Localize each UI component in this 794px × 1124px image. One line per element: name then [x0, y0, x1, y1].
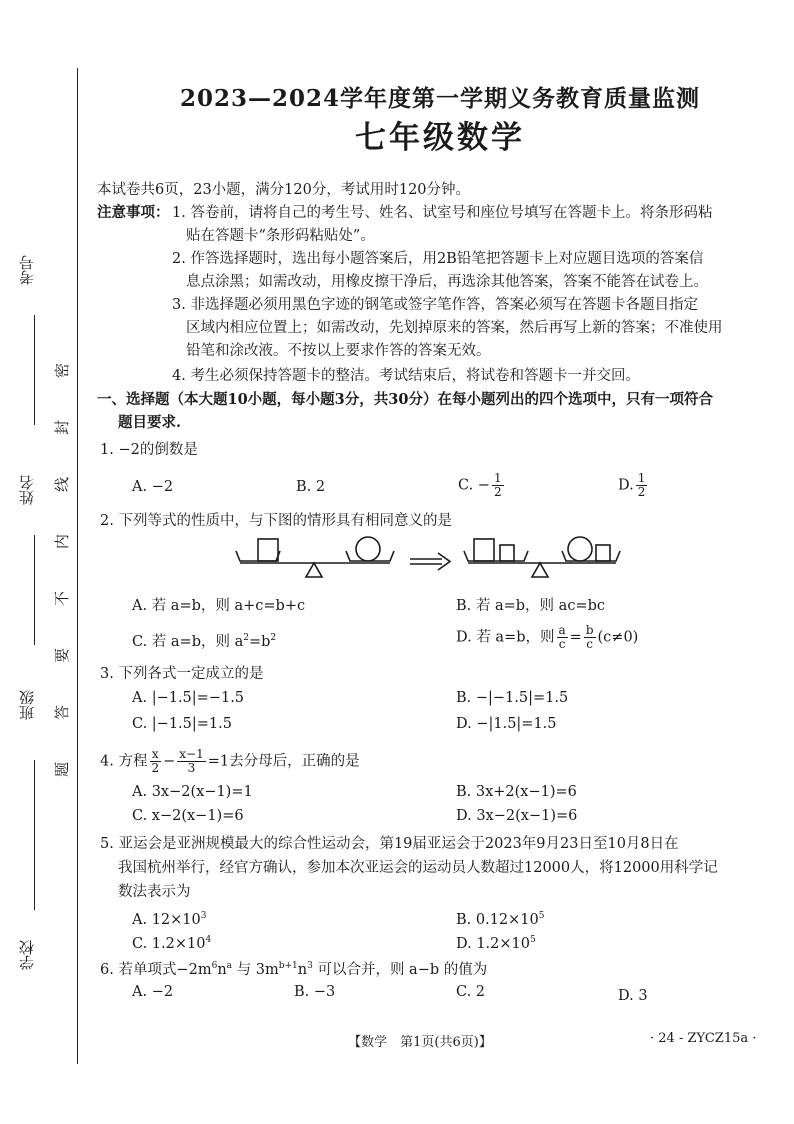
notes-label: 注意事项： [97, 204, 170, 221]
note-3: 3. 非选择题必须用黑色字迹的钢笔或签字笔作答，答案必须写在答题卡各题目指定 [172, 297, 698, 313]
fraction-numerator: b [585, 623, 594, 637]
q1-stem: 1. −2的倒数是 [100, 442, 198, 458]
note-1: 1. 答卷前，请将自己的考生号、姓名、试室号和座位号填写在答题卡上。将条形码粘 [172, 205, 713, 221]
q5-option-d-text: D. 1.2×10 [456, 935, 530, 952]
seal-line-text [52, 360, 72, 780]
q1-option-d-fraction [636, 472, 648, 499]
school-label: 学校 [18, 940, 36, 970]
fraction-numerator: a [558, 623, 566, 637]
q4-fraction-2 [177, 748, 205, 775]
q4-stem-prefix: 4. 方程 [100, 753, 148, 770]
exponent: 5 [530, 935, 536, 945]
class-field [6, 680, 46, 800]
school-field [6, 930, 46, 990]
exponent: 3 [200, 911, 207, 921]
condition: (c≠0) [597, 629, 639, 646]
q3-option-a: A. |−1.5|=−1.5 [132, 690, 245, 706]
exponent: 4 [205, 935, 212, 945]
q4-fraction-1 [149, 748, 161, 775]
fraction-denominator: c [558, 637, 566, 651]
q1-option-a: A. −2 [132, 479, 174, 495]
q2-option-a: A. 若 a=b，则 a+c=b+c [132, 598, 306, 614]
balance-before [236, 537, 394, 577]
fraction-denominator: 2 [151, 761, 160, 775]
q2-option-c-text: C. 若 a=b，则 a [132, 633, 244, 650]
fraction-numerator: x [151, 747, 159, 761]
exam-number-field [6, 255, 46, 345]
note-1-cont: 贴在答题卡“条形码粘贴处”。 [186, 228, 375, 244]
q5-stem-line-1: 5. 亚运会是亚洲规模最大的综合性运动会，第19届亚运会于2023年9月23日至10月8日在 [100, 836, 679, 852]
fraction-numerator: 1 [493, 471, 502, 485]
q2-option-c-text2: =b [248, 633, 271, 650]
exam-number-label: 考号 [18, 255, 36, 285]
note-4: 4. 考生必须保持答题卡的整洁。考试结束后，将试卷和答题卡一并交回。 [172, 368, 640, 384]
seal-char: 线 [53, 476, 72, 493]
q6-option-c: C. 2 [456, 984, 486, 1000]
fraction-numerator: 1 [637, 471, 646, 485]
q4-stem [100, 748, 360, 775]
paper-code: · 24 - ZYCZ15a · [650, 1031, 757, 1046]
q6-option-a: A. −2 [132, 984, 174, 1000]
minus-sign: − [163, 753, 176, 770]
q3-option-b: B. −|−1.5|=1.5 [456, 690, 569, 706]
seal-char: 题 [53, 761, 72, 778]
q2-option-d-fraction-a [557, 624, 568, 651]
exponent: 2 [243, 633, 249, 643]
note-3-cont2: 铅笔和涂改液。不按以上要求作答的答案无效。 [186, 343, 491, 359]
q6-option-b: B. −3 [294, 984, 336, 1000]
class-label: 班级 [18, 690, 36, 720]
q5-option-d [456, 930, 536, 954]
seal-char: 内 [53, 533, 72, 550]
equals-sign: = [569, 629, 582, 646]
q3-option-c: C. |−1.5|=1.5 [132, 716, 232, 732]
q4-option-d: D. 3x−2(x−1)=6 [456, 808, 578, 824]
seal-char: 不 [53, 590, 72, 607]
q5-stem-line-2: 我国杭州举行，经官方确认，参加本次亚运会的运动员人数超过12000人，将12000用科学记 [118, 860, 718, 876]
section-1-heading-cont: 题目要求. [118, 414, 182, 431]
exam-number-blank [34, 315, 35, 425]
q2-option-b: B. 若 a=b，则 ac=bc [456, 598, 605, 614]
q2-stem: 2. 下列等式的性质中，与下图的情形具有相同意义的是 [100, 513, 452, 529]
q5-option-b-text: B. 0.12×10 [456, 911, 539, 928]
q6-text-4: n [297, 961, 308, 978]
fraction-denominator: 3 [187, 761, 196, 775]
q5-option-a [132, 906, 206, 930]
q2-option-c [132, 628, 276, 652]
exam-title: 2023—2024学年度第一学期义务教育质量监测 [179, 85, 701, 112]
q2-option-d [456, 624, 638, 651]
note-3-cont: 区域内相应位置上；如需改动，先划掉原来的答案，然后再写上新的答案；不准使用 [186, 320, 723, 336]
exam-subtitle: 七年级数学 [355, 120, 525, 156]
q6-stem [100, 956, 487, 980]
exponent: 5 [538, 911, 545, 921]
note-2: 2. 作答选择题时，选出每小题答案后，用2B铅笔把答题卡上对应题目选项的答案信 [172, 251, 704, 267]
q4-option-b: B. 3x+2(x−1)=6 [456, 784, 577, 800]
page-footer: 【数学 第1页(共6页)】 [348, 1035, 492, 1050]
q3-option-d: D. −|1.5|=1.5 [456, 716, 557, 732]
fraction-denominator: 2 [637, 485, 646, 499]
seal-char: 要 [53, 647, 72, 664]
q5-option-c-text: C. 1.2×10 [132, 935, 206, 952]
q1-option-b: B. 2 [296, 479, 326, 495]
q5-stem-line-3: 数法表示为 [118, 884, 191, 900]
exponent: 2 [270, 633, 277, 643]
balance-after [464, 537, 620, 577]
q5-option-a-text: A. 12×10 [132, 911, 201, 928]
q4-stem-suffix: =1去分母后，正确的是 [207, 753, 360, 770]
q1-option-d-prefix: D. [618, 477, 634, 494]
name-field [6, 455, 46, 575]
fraction-numerator: x−1 [179, 747, 204, 761]
q6-text-1: 6. 若单项式−2m [100, 961, 212, 978]
section-1-heading: 一、选择题（本大题10小题，每小题3分，共30分）在每小题列出的四个选项中，只有一项符合 [97, 391, 713, 408]
exponent: a [226, 961, 233, 971]
seal-char: 封 [53, 419, 72, 436]
name-label: 姓名 [18, 475, 36, 505]
binding-line [77, 68, 78, 1064]
q6-text-3: 与 3m [232, 961, 279, 978]
q5-option-c [132, 930, 211, 954]
q4-option-c: C. x−2(x−1)=6 [132, 808, 244, 824]
q2-option-d-prefix: D. 若 a=b，则 [456, 629, 555, 646]
seal-char: 答 [53, 704, 72, 721]
balance-scale-figure [228, 533, 628, 591]
q1-option-c-fraction [492, 472, 504, 499]
note-2-cont: 息点涂黑；如需改动，用橡皮擦干净后，再选涂其他答案，答案不能答在试卷上。 [186, 274, 708, 290]
intro-text: 本试卷共6页，23小题，满分120分，考试用时120分钟。 [97, 182, 471, 198]
exponent: 6 [211, 961, 218, 971]
q5-option-b [456, 906, 545, 930]
exponent: 3 [307, 961, 313, 971]
q4-option-a: A. 3x−2(x−1)=1 [132, 784, 253, 800]
q3-stem: 3. 下列各式一定成立的是 [100, 666, 264, 682]
q1-option-c [458, 472, 506, 499]
q6-text-2: n [217, 961, 227, 978]
q1-option-d [618, 472, 649, 499]
implies-arrow [410, 553, 450, 570]
q6-option-d: D. 3 [618, 988, 648, 1004]
seal-char: 密 [53, 362, 72, 379]
class-blank [34, 760, 35, 910]
fraction-denominator: 2 [493, 485, 502, 499]
q1-option-c-prefix: C. − [458, 477, 490, 494]
name-blank [34, 535, 35, 645]
exponent: b+1 [278, 961, 298, 971]
q2-option-d-fraction-b [584, 624, 596, 651]
fraction-denominator: c [586, 637, 594, 651]
q6-text-5: 可以合并，则 a−b 的值为 [312, 961, 488, 978]
